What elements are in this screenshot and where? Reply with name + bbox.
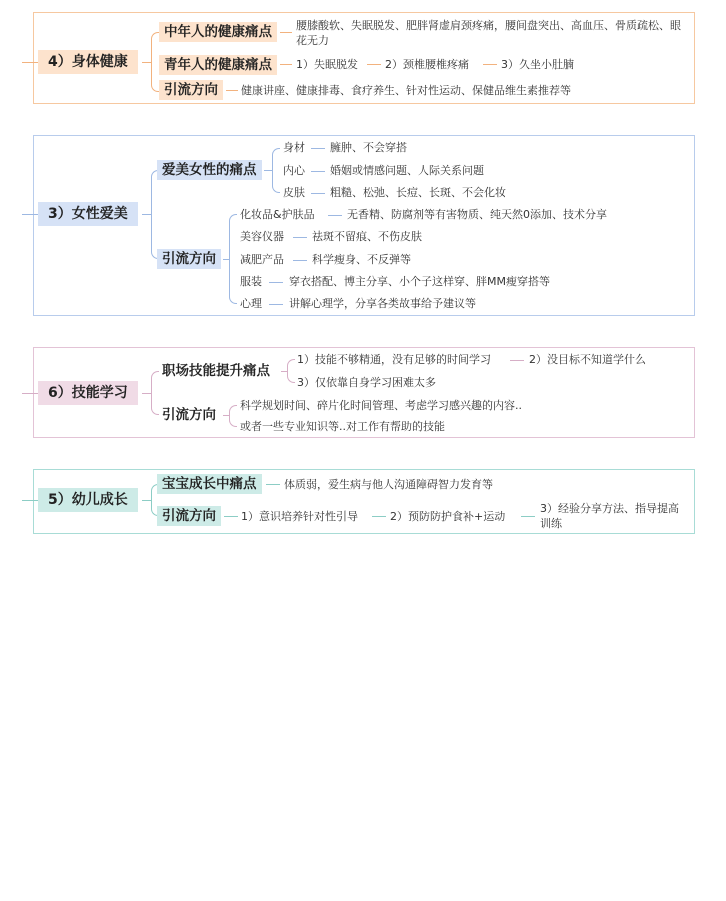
child-traffic-item: 1）意识培养针对性引导 (241, 510, 358, 523)
health-young-link-1 (367, 64, 381, 65)
child-root-stub (22, 500, 38, 501)
beauty-traffic-value: 讲解心理学，分享各类故事给予建议等 (289, 297, 476, 310)
child-pain-label: 宝宝成长中痛点 (157, 474, 262, 494)
child-pain-link (266, 484, 280, 485)
health-branch-bracket (151, 32, 159, 92)
health-young-item: 2）颈椎腰椎疼痛 (385, 58, 469, 71)
beauty-pain-bracket (272, 148, 280, 193)
beauty-traffic-dash-4 (269, 304, 283, 305)
beauty-traffic-value: 科学瘦身、不反弹等 (312, 253, 411, 266)
health-traffic-text: 健康讲座、健康排毒、食疗养生、针对性运动、保健品维生素推荐等 (241, 84, 571, 97)
beauty-traffic-dash-0 (328, 215, 342, 216)
child-traffic-link-2 (521, 516, 535, 517)
health-root-stub (22, 62, 38, 63)
beauty-traffic-label: 引流方向 (157, 249, 221, 269)
skill-pain-item: 1）技能不够精通，没有足够的时间学习 (297, 353, 491, 366)
skill-traffic-item: 科学规划时间、碎片化时间管理、考虑学习感兴趣的内容.. (240, 399, 522, 412)
skill-root-topic: 6）技能学习 (38, 381, 138, 405)
child-root-topic: 5）幼儿成长 (38, 488, 138, 512)
health-middle-age-text: 腰膝酸软、失眠脱发、肥胖肾虚肩颈疼痛，腰间盘突出、高血压、骨质疏松、眼花无力 (296, 19, 681, 47)
skill-traffic-item: 或者一些专业知识等..对工作有帮助的技能 (240, 420, 445, 433)
beauty-traffic-key: 减肥产品 (240, 253, 284, 266)
health-young-item: 3）久坐小肚腩 (501, 58, 574, 71)
beauty-root-topic: 3）女性爱美 (38, 202, 138, 226)
skill-traffic-bracket (229, 405, 237, 427)
beauty-traffic-dash-2 (293, 260, 307, 261)
skill-pain-item: 3）仅依靠自身学习困难太多 (297, 376, 436, 389)
health-root-topic: 4）身体健康 (38, 50, 138, 74)
beauty-traffic-key: 服装 (240, 275, 262, 288)
health-young-link-2 (483, 64, 497, 65)
beauty-pain-dash-1 (311, 171, 325, 172)
child-traffic-label: 引流方向 (157, 506, 221, 526)
beauty-branch-bracket (151, 170, 159, 259)
beauty-traffic-value: 无香精、防腐剂等有害物质、纯天然0添加、技术分享 (347, 208, 607, 221)
health-young-link-0 (280, 64, 292, 65)
beauty-pain-label: 爱美女性的痛点 (157, 160, 262, 180)
beauty-traffic-dash-3 (269, 282, 283, 283)
child-pain-text: 体质弱，爱生病与他人沟通障碍智力发育等 (284, 478, 493, 491)
child-traffic-link-0 (224, 516, 238, 517)
health-young-label: 青年人的健康痛点 (159, 55, 277, 75)
health-branch-line (151, 39, 152, 85)
beauty-pain-dash-0 (311, 148, 325, 149)
health-traffic-link (226, 90, 238, 91)
beauty-traffic-dash-1 (293, 237, 307, 238)
skill-pain-bracket (287, 359, 295, 383)
skill-root-stub (22, 393, 38, 394)
beauty-pain-value: 婚姻或情感问题、人际关系问题 (330, 164, 484, 177)
skill-pain-item: 2）没目标不知道学什么 (529, 353, 646, 366)
beauty-root-stub (22, 214, 38, 215)
beauty-pain-value: 粗糙、松弛、长痘、长斑、不会化妆 (330, 186, 506, 199)
beauty-traffic-bracket (229, 214, 237, 304)
beauty-traffic-value: 穿衣搭配、博主分享、小个子这样穿、胖MM瘦穿搭等 (289, 275, 550, 288)
beauty-traffic-value: 祛斑不留痕、不伤皮肤 (312, 230, 422, 243)
child-traffic-item: 3）经验分享方法、指导提高训练 (540, 502, 679, 530)
skill-pain-dash-0 (510, 360, 524, 361)
child-traffic-item: 2）预防防护食补+运动 (390, 510, 506, 523)
health-middle-age-label: 中年人的健康痛点 (159, 22, 277, 42)
beauty-pain-link (264, 170, 272, 171)
beauty-traffic-key: 心理 (240, 297, 262, 310)
skill-traffic-label: 引流方向 (162, 407, 216, 423)
beauty-pain-dash-2 (311, 193, 325, 194)
beauty-traffic-key: 美容仪器 (240, 230, 284, 243)
beauty-pain-key: 内心 (283, 164, 305, 177)
health-young-item: 1）失眠脱发 (296, 58, 358, 71)
child-traffic-link-1 (372, 516, 386, 517)
skill-pain-label: 职场技能提升痛点 (162, 363, 270, 379)
health-middle-link (280, 32, 292, 33)
beauty-pain-value: 臃肿、不会穿搭 (330, 141, 407, 154)
health-traffic-label: 引流方向 (159, 80, 223, 100)
beauty-traffic-key: 化妆品&护肤品 (240, 208, 315, 221)
beauty-pain-key: 身材 (283, 141, 305, 154)
beauty-pain-key: 皮肤 (283, 186, 305, 199)
